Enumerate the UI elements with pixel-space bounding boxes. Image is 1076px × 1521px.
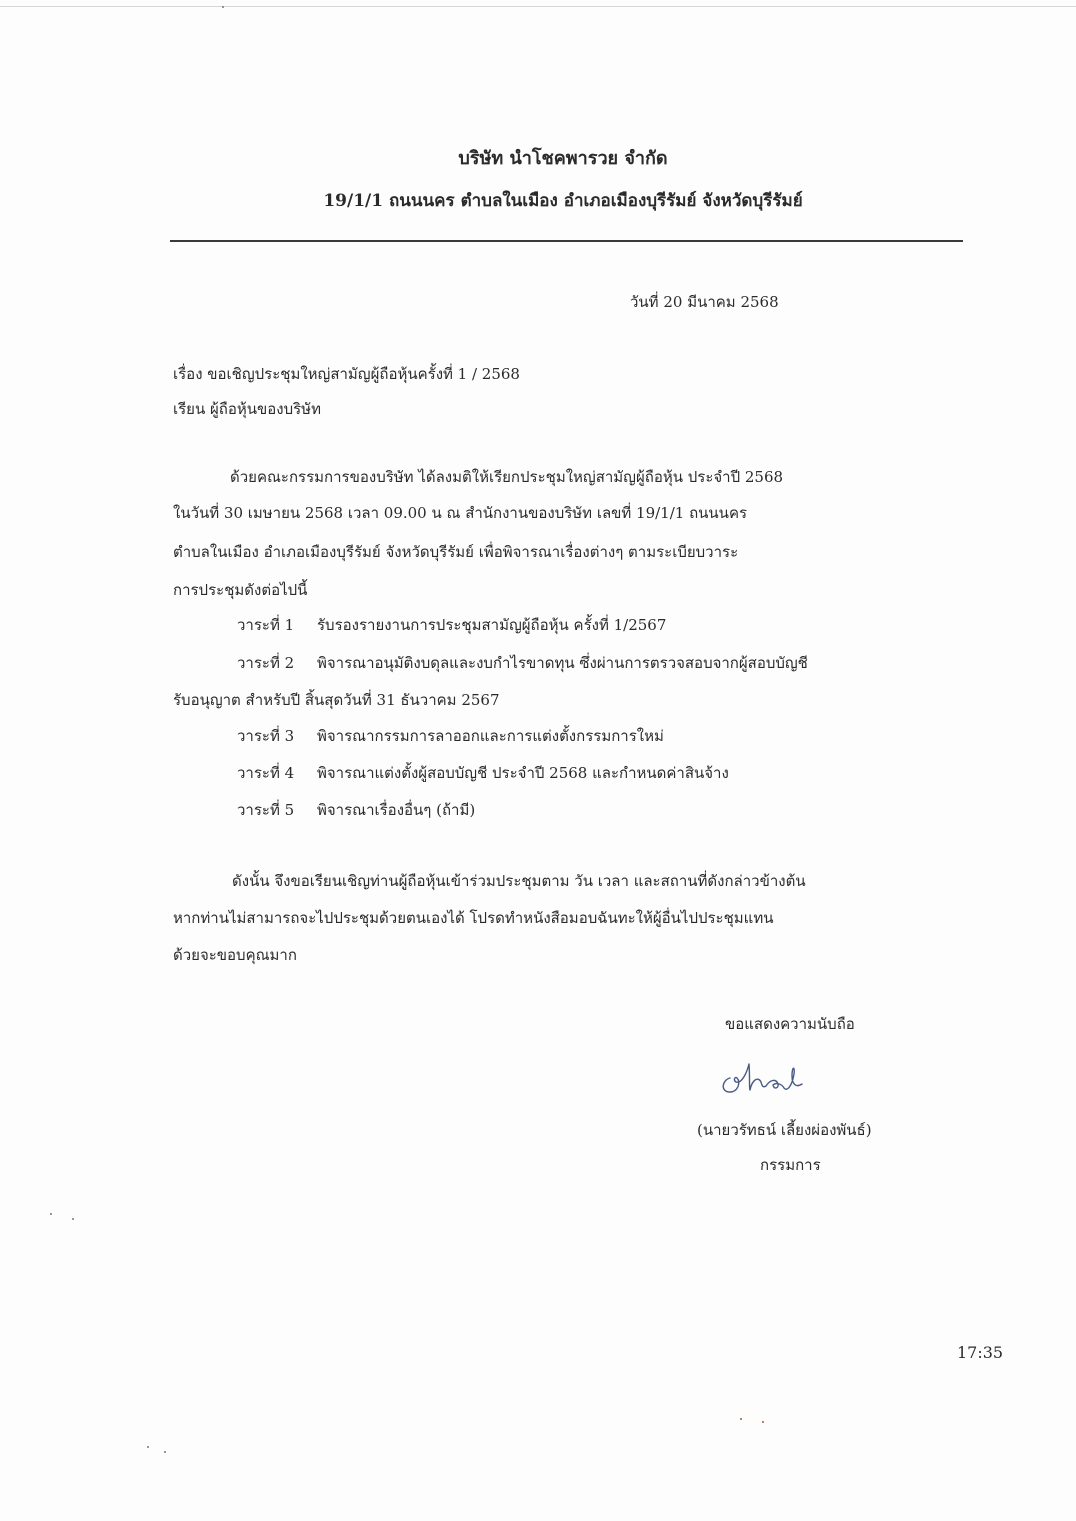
letter-salutation: เรียน ผู้ถือหุ้นของบริษัท <box>173 400 321 418</box>
letter-date: วันที่ 20 มีนาคม 2568 <box>630 293 779 311</box>
closing-paragraph-line: ด้วยจะขอบคุณมาก <box>173 946 297 964</box>
signer-name: (นายวรัทธน์ เลี้ยงผ่องพันธ์) <box>697 1121 872 1139</box>
agenda-number: วาระที่ 3 <box>237 727 295 745</box>
intro-line: การประชุมดังต่อไปนี้ <box>173 581 308 599</box>
scan-speck <box>222 6 224 8</box>
agenda-text-continuation: รับอนุญาต สำหรับปี สิ้นสุดวันที่ 31 ธันวาคม 2567 <box>173 691 500 709</box>
scan-speck <box>50 1213 52 1215</box>
intro-line: ตำบลในเมือง อำเภอเมืองบุรีรัมย์ จังหวัดบุรีรัมย์ เพื่อพิจารณาเรื่องต่างๆ ตามระเบียบวาระ <box>173 543 739 561</box>
page-time-stamp: 17:35 <box>957 1343 1004 1362</box>
company-name: บริษัท นำโชคพารวย จำกัด <box>458 148 668 169</box>
scan-speck <box>72 1218 74 1220</box>
scan-top-edge <box>0 6 1076 7</box>
agenda-text: พิจารณากรรมการลาออกและการแต่งตั้งกรรมการใหม่ <box>317 727 664 745</box>
company-address: 19/1/1 ถนนนคร ตำบลในเมือง อำเภอเมืองบุรีรัมย์ จังหวัดบุรีรัมย์ <box>323 191 803 211</box>
agenda-number: วาระที่ 2 <box>237 654 295 672</box>
scan-speck <box>740 1418 742 1420</box>
intro-line: ด้วยคณะกรรมการของบริษัท ได้ลงมติให้เรียกประชุมใหญ่สามัญผู้ถือหุ้น ประจำปี 2568 <box>230 468 784 486</box>
agenda-text: รับรองรายงานการประชุมสามัญผู้ถือหุ้น ครั้งที่ 1/2567 <box>317 616 667 634</box>
letter-subject: เรื่อง ขอเชิญประชุมใหญ่สามัญผู้ถือหุ้นครั้งที่ 1 / 2568 <box>173 365 520 383</box>
signer-title: กรรมการ <box>760 1156 821 1174</box>
agenda-text: พิจารณาแต่งตั้งผู้สอบบัญชี ประจำปี 2568 และกำหนดค่าสินจ้าง <box>317 764 729 782</box>
closing-paragraph-line: ดังนั้น จึงขอเรียนเชิญท่านผู้ถือหุ้นเข้าร่วมประชุมตาม วัน เวลา และสถานที่ดังกล่าวข้างต้น <box>232 872 806 890</box>
agenda-number: วาระที่ 1 <box>237 616 295 634</box>
scan-speck <box>147 1446 149 1448</box>
scan-speck <box>762 1421 764 1423</box>
scan-speck <box>164 1451 166 1453</box>
agenda-text: พิจารณาอนุมัติงบดุลและงบกำไรขาดทุน ซึ่งผ่านการตรวจสอบจากผู้สอบบัญชี <box>317 654 808 672</box>
agenda-number: วาระที่ 4 <box>237 764 295 782</box>
closing-paragraph-line: หากท่านไม่สามารถจะไปประชุมด้วยตนเองได้ โปรดทำหนังสือมอบฉันทะให้ผู้อื่นไปประชุมแทน <box>173 909 774 927</box>
closing-phrase: ขอแสดงความนับถือ <box>725 1015 855 1033</box>
handwritten-signature <box>716 1048 816 1098</box>
agenda-text: พิจารณาเรื่องอื่นๆ (ถ้ามี) <box>317 801 476 819</box>
letterhead-divider <box>170 240 963 242</box>
intro-line: ในวันที่ 30 เมษายน 2568 เวลา 09.00 น ณ สำนักงานของบริษัท เลขที่ 19/1/1 ถนนนคร <box>173 504 748 522</box>
agenda-number: วาระที่ 5 <box>237 801 295 819</box>
